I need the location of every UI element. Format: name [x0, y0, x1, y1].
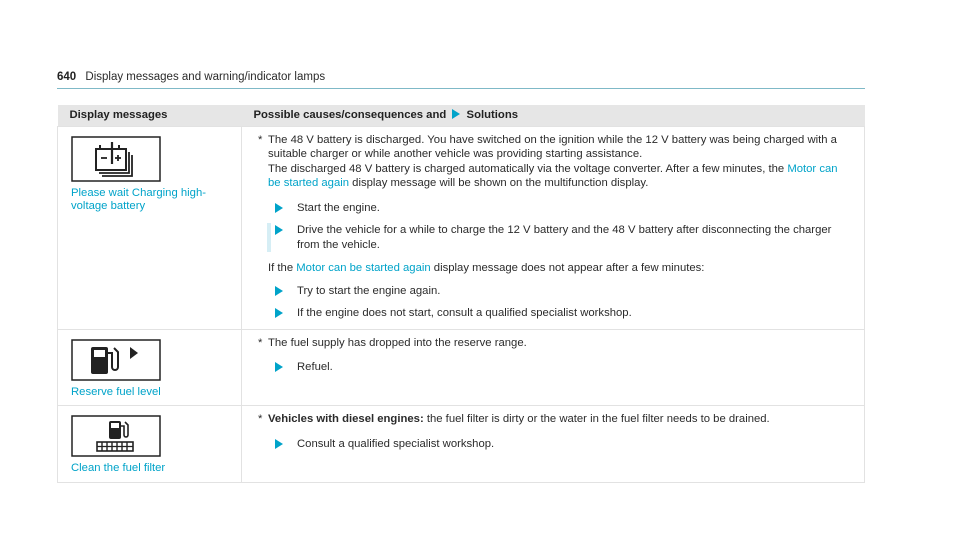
cause-text: The fuel supply has dropped into the reserve range. — [268, 336, 527, 349]
causes-cell — [242, 329, 865, 406]
page-title: Display messages and warning/indicator lamps — [85, 71, 326, 83]
step-text: Start the engine. — [297, 201, 380, 214]
label-line: voltage battery — [71, 200, 146, 212]
table-header-row — [58, 105, 865, 126]
cause-text: display message will be shown on the multifunction display. — [352, 177, 649, 189]
message-label-charging — [71, 187, 235, 214]
page-header — [57, 71, 325, 83]
step-arrow-icon — [275, 439, 283, 449]
solutions-header-text: Solutions — [466, 109, 519, 121]
conditional-text — [268, 261, 856, 276]
message-label-fuel-filter: Clean the fuel filter — [71, 462, 166, 474]
cause-text: display message does not appear after a few minutes: — [433, 262, 705, 274]
display-message-cell — [58, 329, 242, 406]
message-label-reserve-fuel: Reserve fuel level — [71, 385, 161, 398]
causes-header-text: Possible causes/consequences and — [253, 109, 447, 121]
message-reference: Motor can — [787, 162, 838, 175]
step-text: from the vehicle. — [297, 238, 380, 251]
cause-condition: Vehicles with diesel engines: — [268, 413, 424, 425]
solution-step — [267, 223, 856, 252]
col-causes-header — [242, 105, 865, 126]
footnote-star: * — [258, 336, 263, 349]
step-arrow-icon — [275, 308, 283, 318]
fuel-filter-icon — [71, 415, 161, 457]
messages-table — [57, 105, 865, 483]
display-message-cell — [58, 126, 242, 329]
step-arrow-icon — [275, 362, 283, 372]
cause-text: the fuel filter is dirty or the water in the fuel filter needs to be drained. — [426, 413, 770, 425]
footnote-star: * — [258, 413, 263, 425]
fuel-pump-reserve-icon — [71, 339, 161, 381]
table-row — [58, 329, 865, 406]
causes-cell — [242, 406, 865, 483]
col-display-messages-header: Display messages — [58, 105, 242, 126]
cause-text-2 — [268, 162, 838, 191]
cause-block — [258, 336, 856, 351]
page-number: 640 — [57, 71, 77, 83]
table-row — [58, 126, 865, 329]
message-reference: Motor can be started again — [296, 262, 431, 274]
message-reference: be started again — [268, 177, 350, 189]
solutions-arrow-icon — [452, 109, 460, 119]
battery-charging-icon — [71, 136, 161, 182]
solution-step — [271, 306, 856, 321]
solution-step — [271, 360, 856, 375]
footnote-star: * — [258, 133, 263, 146]
cause-block — [258, 412, 856, 427]
solution-step — [271, 437, 856, 452]
cause-text: If the — [268, 262, 294, 274]
step-text: Try to start the engine again. — [297, 284, 441, 297]
table-row — [58, 406, 865, 483]
label-line: Please wait Charging high- — [71, 186, 207, 199]
causes-cell — [242, 126, 865, 329]
step-text: Consult a qualified specialist workshop. — [297, 437, 495, 450]
header-rule — [57, 88, 865, 89]
cause-block — [258, 133, 856, 191]
cause-text: The 48 V battery is discharged. You have switched on the ignition while the 12 V battery was being charged with a — [268, 133, 837, 146]
step-arrow-icon — [275, 225, 283, 235]
step-arrow-icon — [275, 286, 283, 296]
step-text: If the engine does not start, consult a qualified specialist workshop. — [297, 307, 632, 319]
step-text: Drive the vehicle for a while to charge the 12 V battery and the 48 V battery after disconnecting the charger — [297, 224, 832, 236]
cause-text: The discharged 48 V battery is charged automatically via the voltage converter. After a few minutes, the — [268, 162, 785, 175]
cause-text: suitable charger or while another vehicle was providing starting assistance. — [268, 148, 643, 160]
step-text: Refuel. — [297, 361, 333, 373]
step-arrow-icon — [275, 203, 283, 213]
display-message-cell — [58, 406, 242, 483]
solution-step — [271, 284, 856, 299]
solution-step — [271, 201, 856, 216]
